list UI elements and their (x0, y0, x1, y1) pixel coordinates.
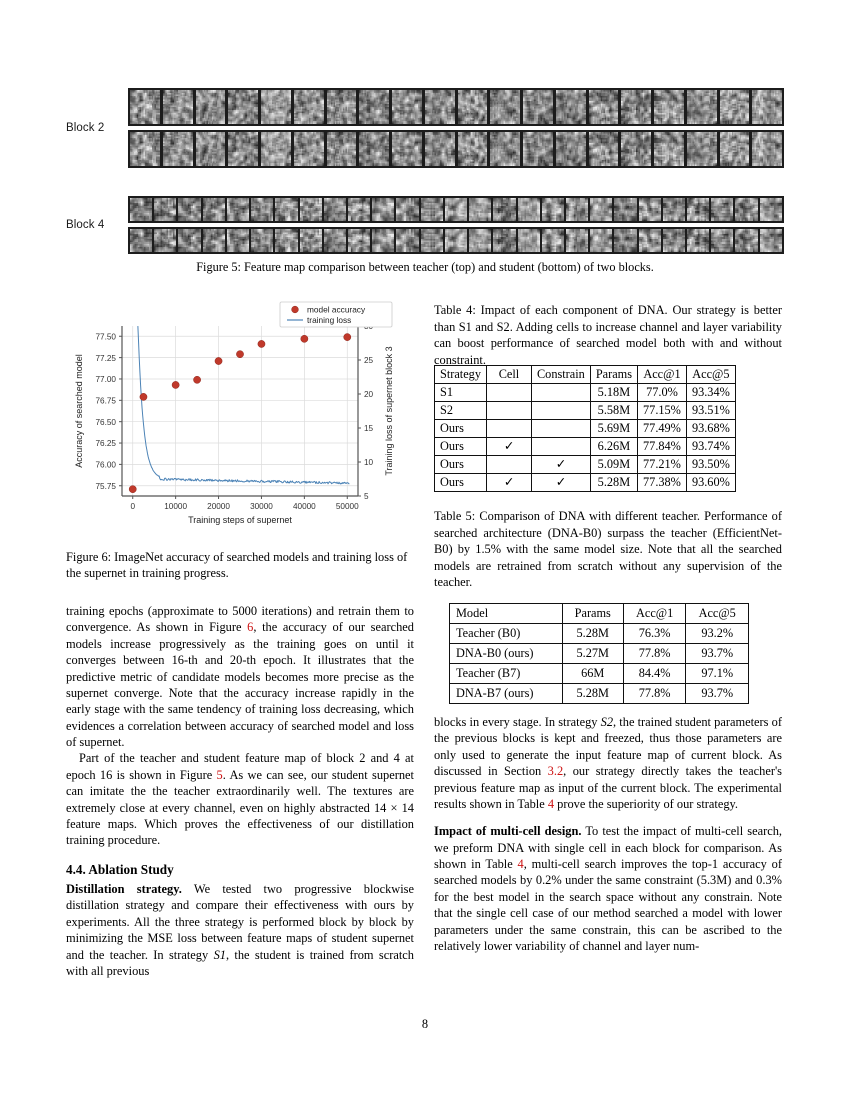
t4-cell-strategy: S2 (435, 402, 487, 420)
rp1b: , the trained student parameters of the previous blocks is kept and freezed, thus those parameters are only used to generate the input feature map of current block. As discussed in Section (434, 715, 782, 779)
svg-text:76.25: 76.25 (95, 439, 116, 449)
feature-map-tile (752, 90, 782, 124)
svg-text:76.00: 76.00 (95, 460, 116, 470)
feature-map-tile (324, 198, 346, 221)
feature-map-tile (154, 198, 176, 221)
feature-map-tile (275, 229, 297, 252)
feature-map-tile (300, 198, 322, 221)
feature-map-tile (590, 198, 612, 221)
strategy-s2-symbol: S2 (600, 715, 614, 729)
table-5-caption: Table 5: Comparison of DNA with different teacher. Performance of searched architecture (DNA-B0) surpass the teacher (EfficientNet-B0) by 1.5% with the same model size. Note that all the searched models are retrained from scratch without any supervision of the teacher. (434, 509, 782, 589)
svg-text:77.50: 77.50 (95, 332, 116, 342)
feature-map-tile (590, 229, 612, 252)
left-paragraph-2 (66, 750, 414, 848)
t5-col-acc1: Acc@1 (623, 604, 686, 624)
t4-cell-strategy: Ours (435, 438, 487, 456)
right-paragraph-1 (434, 714, 782, 812)
t5-cell-model: Teacher (B0) (450, 624, 563, 644)
svg-text:Training steps of supernet: Training steps of supernet (188, 515, 292, 525)
feature-map-tile (493, 229, 515, 252)
table-row (435, 456, 736, 474)
feature-map-tile (566, 198, 588, 221)
feature-map-tile (300, 229, 322, 252)
feature-map-tile (711, 229, 733, 252)
feature-map-tile (275, 198, 297, 221)
t5-cell-acc1: 77.8% (623, 644, 686, 664)
feature-map-tile (614, 198, 636, 221)
t4-cell-cell (486, 384, 531, 402)
feature-map-tile (425, 132, 455, 166)
feature-map-tile (542, 198, 564, 221)
block4-strips (128, 196, 784, 254)
t5-cell-acc5: 97.1% (686, 664, 749, 684)
table-row (450, 644, 749, 664)
svg-text:25: 25 (364, 356, 374, 366)
feature-map-tile (566, 229, 588, 252)
feature-map-tile (348, 229, 370, 252)
t4-cell-params: 6.26M (590, 438, 637, 456)
rp2a: To test the impact of multi-cell search, we preform DNA with single cell in each block for comparison. As shown in Table (434, 824, 782, 871)
feature-map-tile (654, 132, 684, 166)
table-4-header-row (435, 366, 736, 384)
feature-map-tile (196, 132, 226, 166)
feature-map-tile (490, 90, 520, 124)
table-row (435, 474, 736, 492)
feature-map-tile (654, 90, 684, 124)
svg-text:0: 0 (130, 502, 136, 511)
t4-cell-strategy: Ours (435, 474, 487, 492)
t5-cell-params: 5.28M (562, 684, 623, 704)
lp3a: We tested two progressive blockwise distillation strategy and compare their effectiveness with ours by experiments. All the three strategy is performed block by block by minimizing the MSE loss between feature maps of student supernet and the teacher. In strategy (66, 882, 415, 962)
t4-cell-cell (486, 402, 531, 420)
feature-map-tile (614, 229, 636, 252)
t4-cell-acc1: 77.0% (638, 384, 687, 402)
section-3-2-reference[interactable]: 3.2 (547, 764, 564, 779)
feature-map-tile (228, 90, 258, 124)
feature-map-tile (663, 229, 685, 252)
svg-text:77.25: 77.25 (95, 353, 116, 363)
page-number: 8 (421, 1017, 429, 1031)
svg-text:20000: 20000 (207, 502, 230, 511)
t5-col-params: Params (562, 604, 623, 624)
t4-col-strategy: Strategy (435, 366, 487, 384)
t5-cell-acc5: 93.7% (686, 684, 749, 704)
feature-map-tile (227, 229, 249, 252)
feature-map-tile (228, 132, 258, 166)
figure-5 (66, 88, 784, 254)
t5-cell-params: 5.28M (562, 624, 623, 644)
feature-map-tile (154, 229, 176, 252)
table-5-header-row (450, 604, 749, 624)
svg-text:15: 15 (364, 424, 374, 434)
table-row (435, 384, 736, 402)
t5-cell-acc1: 76.3% (623, 624, 686, 644)
table-row (435, 420, 736, 438)
feature-map-tile (178, 229, 200, 252)
feature-map-tile (396, 198, 418, 221)
t5-cell-params: 5.27M (562, 644, 623, 664)
svg-text:77.00: 77.00 (95, 375, 116, 385)
rp2b: , multi-cell search improves the top-1 accuracy of searched models by 0.2% under the same constraint (5.3M) and 0.3% for the best model in the search space without any constrain. Note that the single cell case of our method searched a model with lower parameters under the same constrain, this can be ascribed to the relatively lower variability of channel and layer num- (434, 857, 783, 953)
t5-cell-model: DNA-B0 (ours) (450, 644, 563, 664)
svg-text:20: 20 (364, 390, 374, 400)
feature-map-tile (421, 229, 443, 252)
feature-map-tile (589, 90, 619, 124)
block4-student-strip (128, 227, 784, 254)
feature-map-tile (687, 132, 717, 166)
table-4-caption-block (434, 302, 782, 368)
table-5 (449, 603, 749, 704)
table-4-reference-1[interactable]: 4 (547, 796, 555, 811)
block2-row (66, 88, 784, 168)
block2-teacher-strip (128, 88, 784, 126)
feature-map-tile (523, 132, 553, 166)
t5-col-acc5: Acc@5 (686, 604, 749, 624)
feature-map-tile (348, 198, 370, 221)
feature-map-tile (639, 229, 661, 252)
t4-cell-strategy: Ours (435, 456, 487, 474)
feature-map-tile (130, 198, 152, 221)
t4-cell-acc1: 77.84% (638, 438, 687, 456)
block2-student-strip (128, 130, 784, 168)
feature-map-tile (130, 90, 160, 124)
feature-map-tile (130, 229, 152, 252)
lp2b: . As we can see, our student supernet can imitate the the teacher extraordinarily well. The textures are extremely close at every channel, even on highly abstracted 14 × 14 feature maps. Which proves the effectiveness of our distillation training procedure. (66, 767, 414, 848)
feature-map-tile (445, 198, 467, 221)
t4-cell-strategy: Ours (435, 420, 487, 438)
right-column-body (434, 714, 782, 954)
block2-label: Block 2 (66, 122, 105, 134)
feature-map-tile (687, 229, 709, 252)
t4-cell-cell: ✓ (486, 438, 531, 456)
svg-text:76.75: 76.75 (95, 396, 116, 406)
t4-col-constrain: Constrain (531, 366, 590, 384)
rp1a: blocks in every stage. In strategy (434, 715, 601, 729)
t4-cell-acc5: 93.74% (686, 438, 735, 456)
feature-map-tile (359, 132, 389, 166)
feature-map-tile (327, 132, 357, 166)
feature-map-tile (458, 132, 488, 166)
feature-map-tile (294, 132, 324, 166)
t4-cell-params: 5.09M (590, 456, 637, 474)
table-5-body (450, 624, 749, 704)
t4-cell-params: 5.28M (590, 474, 637, 492)
feature-map-tile (425, 90, 455, 124)
feature-map-tile (163, 132, 193, 166)
t4-cell-acc1: 77.15% (638, 402, 687, 420)
t5-cell-model: DNA-B7 (ours) (450, 684, 563, 704)
t4-cell-cell: ✓ (486, 474, 531, 492)
table-4-reference-2[interactable]: 4 (517, 857, 524, 871)
lp2a: Part of the teacher and student feature map of block 2 and 4 at epoch 16 is shown in Figure (66, 751, 414, 782)
table-row (435, 402, 736, 420)
t4-col-cell: Cell (486, 366, 531, 384)
t4-cell-acc1: 77.49% (638, 420, 687, 438)
t4-cell-strategy: S1 (435, 384, 487, 402)
t4-cell-cell (486, 456, 531, 474)
svg-text:75.75: 75.75 (95, 481, 116, 491)
t4-cell-acc5: 93.60% (686, 474, 735, 492)
t4-col-acc1: Acc@1 (638, 366, 687, 384)
figure-6-caption: Figure 6: ImageNet accuracy of searched models and training loss of the supernet in training progress. (66, 550, 408, 581)
t4-cell-constrain (531, 438, 590, 456)
block4-teacher-strip (128, 196, 784, 223)
feature-map-tile (720, 90, 750, 124)
t4-cell-constrain: ✓ (531, 474, 590, 492)
t4-cell-acc1: 77.38% (638, 474, 687, 492)
t4-cell-acc5: 93.50% (686, 456, 735, 474)
t5-cell-acc1: 84.4% (623, 664, 686, 684)
t4-cell-constrain (531, 384, 590, 402)
feature-map-tile (518, 198, 540, 221)
feature-map-tile (359, 90, 389, 124)
feature-map-tile (542, 229, 564, 252)
left-column-body (66, 603, 414, 979)
block2-strips (128, 88, 784, 168)
t4-cell-constrain: ✓ (531, 456, 590, 474)
feature-map-tile (324, 229, 346, 252)
lp1b: , the accuracy of our searched models increase progressively as the training goes on until it converges between 16-th and 20-th epoch. It illustrates that the predictive metric of candidate models becomes more precise as the supernet converge. Note that the accuracy increase rapidly in the early stage with the same tendency of training loss decreasing, which evidences a correlation between accuracy of searched model and loss of supernet. (66, 620, 414, 749)
rp1d: prove the superiority of our strategy. (554, 796, 739, 811)
feature-map-tile (469, 229, 491, 252)
t5-cell-acc1: 77.8% (623, 684, 686, 704)
feature-map-tile (523, 90, 553, 124)
figure-6-chart (66, 300, 414, 545)
feature-map-tile (518, 229, 540, 252)
t4-col-params: Params (590, 366, 637, 384)
feature-map-tile (458, 90, 488, 124)
feature-map-tile (163, 90, 193, 124)
left-paragraph-3 (66, 881, 414, 979)
table-4-container (434, 365, 736, 492)
feature-map-tile (760, 198, 782, 221)
table-5-container (449, 603, 749, 704)
table-row (450, 684, 749, 704)
t4-cell-params: 5.18M (590, 384, 637, 402)
feature-map-tile (687, 90, 717, 124)
t4-cell-acc5: 93.51% (686, 402, 735, 420)
feature-map-tile (372, 229, 394, 252)
figure-6-caption-block (66, 549, 414, 582)
feature-map-tile (261, 132, 291, 166)
right-paragraph-2 (434, 823, 782, 954)
feature-map-tile (130, 132, 160, 166)
table-row (435, 438, 736, 456)
svg-text:76.50: 76.50 (95, 417, 116, 427)
figure-5-caption: Figure 5: Feature map comparison between teacher (top) and student (bottom) of two blocks. (196, 260, 654, 274)
feature-map-tile (556, 132, 586, 166)
feature-map-tile (203, 198, 225, 221)
table-4-caption: Table 4: Impact of each component of DNA. Our strategy is better than S1 and S2. Adding cells to increase channel and layer variability can boost performance of searched model both with and without constraint. (434, 303, 782, 367)
feature-map-tile (196, 90, 226, 124)
feature-map-tile (178, 198, 200, 221)
feature-map-tile (251, 198, 273, 221)
t4-cell-params: 5.69M (590, 420, 637, 438)
feature-map-tile (720, 132, 750, 166)
svg-text:10: 10 (364, 458, 374, 468)
t5-cell-acc5: 93.7% (686, 644, 749, 664)
section-heading-ablation-study: 4.4. Ablation Study (66, 861, 174, 877)
lp1a: training epochs (approximate to 5000 iterations) and retrain them to convergence. As shown in Figure (66, 604, 414, 635)
table-5-caption-block (434, 508, 782, 591)
lp3b: , the student is trained from scratch with all previous (66, 947, 414, 978)
figure-5-reference[interactable]: 5 (216, 767, 223, 782)
table-4 (434, 365, 736, 492)
feature-map-tile (621, 90, 651, 124)
feature-map-tile (261, 90, 291, 124)
feature-map-tile (711, 198, 733, 221)
block4-label: Block 4 (66, 219, 105, 231)
t5-cell-acc5: 93.2% (686, 624, 749, 644)
feature-map-tile (735, 198, 757, 221)
multicell-design-runin: Impact of multi-cell design. (434, 824, 582, 839)
t4-cell-cell (486, 420, 531, 438)
feature-map-tile (203, 229, 225, 252)
svg-text:model accuracy: model accuracy (307, 304, 366, 315)
feature-map-tile (589, 132, 619, 166)
distillation-strategy-runin: Distillation strategy. (66, 882, 182, 897)
feature-map-tile (760, 229, 782, 252)
svg-text:10000: 10000 (164, 502, 188, 511)
feature-map-tile (556, 90, 586, 124)
left-paragraph-1 (66, 603, 414, 750)
svg-text:5: 5 (364, 492, 369, 502)
svg-text:Training loss of supernet bloc: Training loss of supernet block 3 (384, 346, 394, 476)
feature-map-tile (372, 198, 394, 221)
feature-map-tile (490, 132, 520, 166)
t4-cell-constrain (531, 420, 590, 438)
feature-map-tile (735, 229, 757, 252)
t4-cell-constrain (531, 402, 590, 420)
t5-cell-params: 66M (562, 664, 623, 684)
svg-text:40000: 40000 (292, 502, 316, 511)
t5-col-model: Model (450, 604, 563, 624)
block4-row (66, 196, 784, 254)
feature-map-tile (327, 90, 357, 124)
feature-map-tile (687, 198, 709, 221)
t4-cell-acc1: 77.21% (638, 456, 687, 474)
feature-map-tile (396, 229, 418, 252)
feature-map-tile (392, 90, 422, 124)
t4-cell-acc5: 93.68% (686, 420, 735, 438)
svg-text:Accuracy of searched model: Accuracy of searched model (74, 354, 84, 468)
svg-text:30000: 30000 (250, 502, 273, 511)
feature-map-tile (663, 198, 685, 221)
feature-map-tile (421, 198, 443, 221)
table-4-body (435, 384, 736, 492)
feature-map-tile (227, 198, 249, 221)
svg-text:training loss: training loss (307, 315, 352, 325)
t4-cell-params: 5.58M (590, 402, 637, 420)
table-row (450, 664, 749, 684)
figure-6-reference[interactable]: 6 (247, 620, 254, 635)
feature-map-tile (639, 198, 661, 221)
t4-col-acc5: Acc@5 (686, 366, 735, 384)
table-row (450, 624, 749, 644)
feature-map-tile (752, 132, 782, 166)
feature-map-tile (493, 198, 515, 221)
t5-cell-model: Teacher (B7) (450, 664, 563, 684)
feature-map-tile (392, 132, 422, 166)
t4-cell-acc5: 93.34% (686, 384, 735, 402)
svg-text:50000: 50000 (335, 502, 359, 511)
rp1c: , our strategy directly takes the teacher's previous feature map as input of the current block. The experimental results shown in Table (434, 764, 782, 811)
accuracy-loss-chart (66, 300, 414, 545)
feature-map-tile (251, 229, 273, 252)
strategy-s1-symbol: S1 (213, 947, 226, 962)
feature-map-tile (294, 90, 324, 124)
feature-map-tile (445, 229, 467, 252)
feature-map-tile (621, 132, 651, 166)
feature-map-tile (469, 198, 491, 221)
